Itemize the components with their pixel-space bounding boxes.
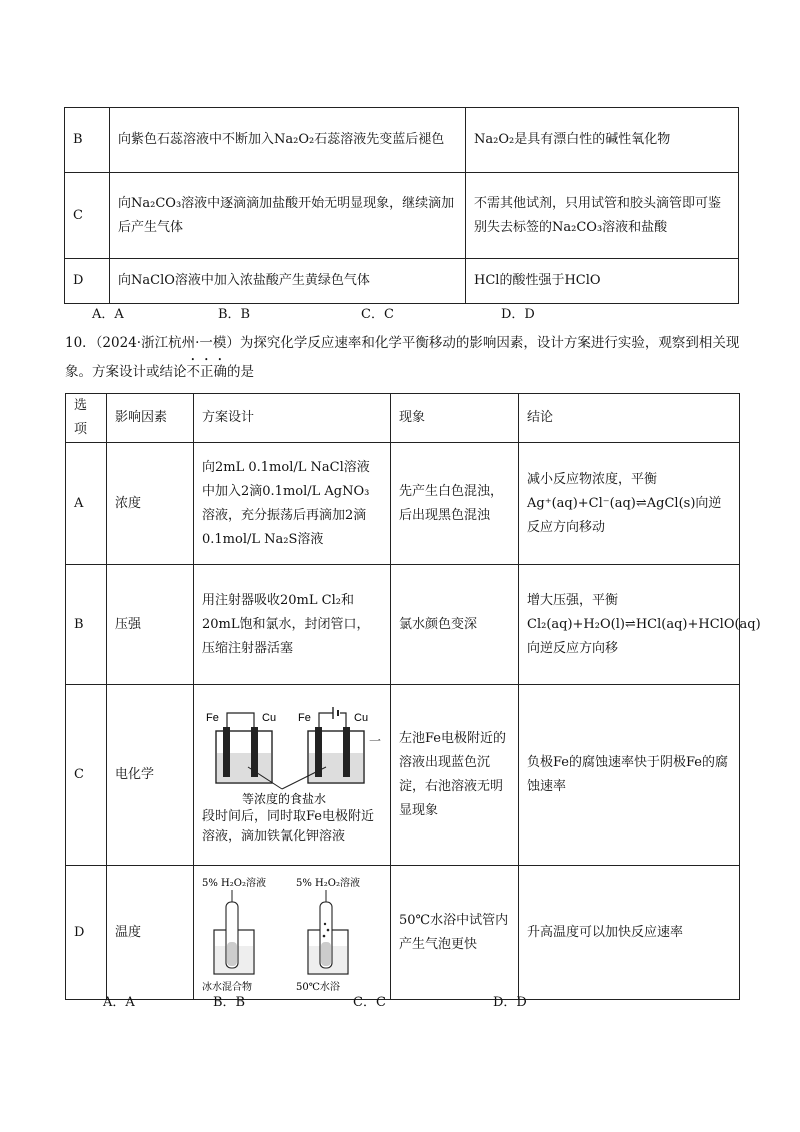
label-fe-left: Fe — [206, 712, 219, 724]
answer-option-d[interactable]: D．D — [493, 995, 527, 1010]
design-cell — [194, 866, 391, 1000]
label-h2o2-left: 5% H₂O₂溶液 — [202, 877, 266, 889]
table-row — [65, 108, 739, 173]
answer-option-b[interactable]: B．B — [218, 307, 251, 322]
conclusion-cell: 不需其他试剂，只用试管和胶头滴管即可鉴别失去标签的Na₂CO₃溶液和盐酸 — [466, 173, 739, 259]
electrochemistry-diagram — [202, 705, 382, 807]
option-cell: A — [66, 443, 107, 565]
option-cell: C — [65, 173, 110, 259]
factor-cell: 压强 — [107, 565, 194, 685]
table-row — [65, 173, 739, 259]
design-cell: 向2mL 0.1mol/L NaCl溶液中加入2滴0.1mol/L AgNO₃溶液，充分振荡后再滴加2滴0.1mol/L Na₂S溶液 — [194, 443, 391, 565]
table-row — [66, 866, 740, 1000]
label-cu-left: Cu — [262, 712, 277, 724]
header-phenomenon: 现象 — [391, 394, 519, 443]
temperature-diagram — [198, 872, 386, 996]
factor-cell: 浓度 — [107, 443, 194, 565]
label-cu-right: Cu — [354, 712, 369, 724]
label-h2o2-right: 5% H₂O₂溶液 — [296, 877, 360, 889]
conclusion-cell: 负极Fe的腐蚀速率快于阴极Fe的腐蚀速率 — [519, 685, 740, 866]
design-cell: 用注射器吸收20mL Cl₂和20mL饱和氯水，封闭管口，压缩注射器活塞 — [194, 565, 391, 685]
conclusion-cell: 增大压强，平衡Cl₂(aq)+H₂O(l)⇌HCl(aq)+HClO(aq)向逆反应方向移 — [519, 565, 740, 685]
answer-option-a[interactable]: A．A — [92, 307, 124, 322]
question-suffix: 的是 — [227, 364, 254, 380]
conclusion-cell: 升高温度可以加快反应速率 — [519, 866, 740, 1000]
label-50c-bath: 50℃水浴 — [296, 981, 340, 993]
option-cell: B — [66, 565, 107, 685]
option-cell: C — [66, 685, 107, 866]
factor-cell: 温度 — [107, 866, 194, 1000]
continuation-dash: 一 — [369, 734, 382, 748]
label-ice-water: 冰水混合物 — [202, 981, 252, 993]
answer-options — [92, 303, 535, 322]
table-row — [65, 259, 739, 304]
header-factor: 影响因素 — [107, 394, 194, 443]
question-emphasis: 不正确 — [186, 364, 227, 380]
answer-option-d[interactable]: D．D — [501, 307, 535, 322]
header-option: 选项 — [66, 394, 107, 443]
header-design: 方案设计 — [194, 394, 391, 443]
table-row — [66, 565, 740, 685]
conclusion-cell: Na₂O₂是具有漂白性的碱性氧化物 — [466, 108, 739, 173]
answer-options-q10 — [103, 991, 527, 1010]
question-text: 10．（2024·浙江杭州·一模）为探究化学反应速率和化学平衡移动的影响因素，设计方案进行实验，观察到相关现象。方案设计或结论 — [65, 335, 740, 380]
option-cell: D — [66, 866, 107, 1000]
answer-option-c[interactable]: C．C — [353, 995, 386, 1010]
table-row — [66, 443, 740, 565]
design-cell — [194, 685, 391, 866]
experiment-cell: 向紫色石蕊溶液中不断加入Na₂O₂石蕊溶液先变蓝后褪色 — [110, 108, 466, 173]
answer-option-b[interactable]: B．B — [213, 995, 246, 1010]
factor-cell: 电化学 — [107, 685, 194, 866]
option-cell: D — [65, 259, 110, 304]
cu-electrode-right — [343, 727, 350, 777]
phenomenon-cell: 左池Fe电极附近的溶液出现蓝色沉淀，右池溶液无明显现象 — [391, 685, 519, 866]
table-row — [66, 685, 740, 866]
design-text: 段时间后，同时取Fe电极附近溶液，滴加铁氰化钾溶液 — [202, 809, 375, 844]
answer-option-a[interactable]: A．A — [103, 995, 135, 1010]
answer-option-c[interactable]: C．C — [361, 307, 394, 322]
experiment-cell: 向Na₂CO₃溶液中逐滴滴加盐酸开始无明显现象，继续滴加后产生气体 — [110, 173, 466, 259]
conclusion-cell: HCl的酸性强于HClO — [466, 259, 739, 304]
phenomenon-cell: 氯水颜色变深 — [391, 565, 519, 685]
conclusion-cell: 减小反应物浓度，平衡Ag⁺(aq)+Cl⁻(aq)⇌AgCl(s)向逆反应方向移动 — [519, 443, 740, 565]
label-fe-right: Fe — [298, 712, 311, 724]
table-question-10 — [65, 393, 761, 1000]
figure-caption: 等浓度的食盐水 — [242, 792, 327, 806]
table-header-row — [66, 394, 740, 443]
option-cell: B — [65, 108, 110, 173]
phenomenon-cell: 50℃水浴中试管内产生气泡更快 — [391, 866, 519, 1000]
header-conclusion: 结论 — [519, 394, 740, 443]
phenomenon-cell: 先产生白色混浊，后出现黑色混浊 — [391, 443, 519, 565]
experiment-cell: 向NaClO溶液中加入浓盐酸产生黄绿色气体 — [110, 259, 466, 304]
fe-electrode-left — [223, 727, 230, 777]
table-previous-question — [64, 107, 739, 304]
question-stem — [65, 330, 745, 385]
